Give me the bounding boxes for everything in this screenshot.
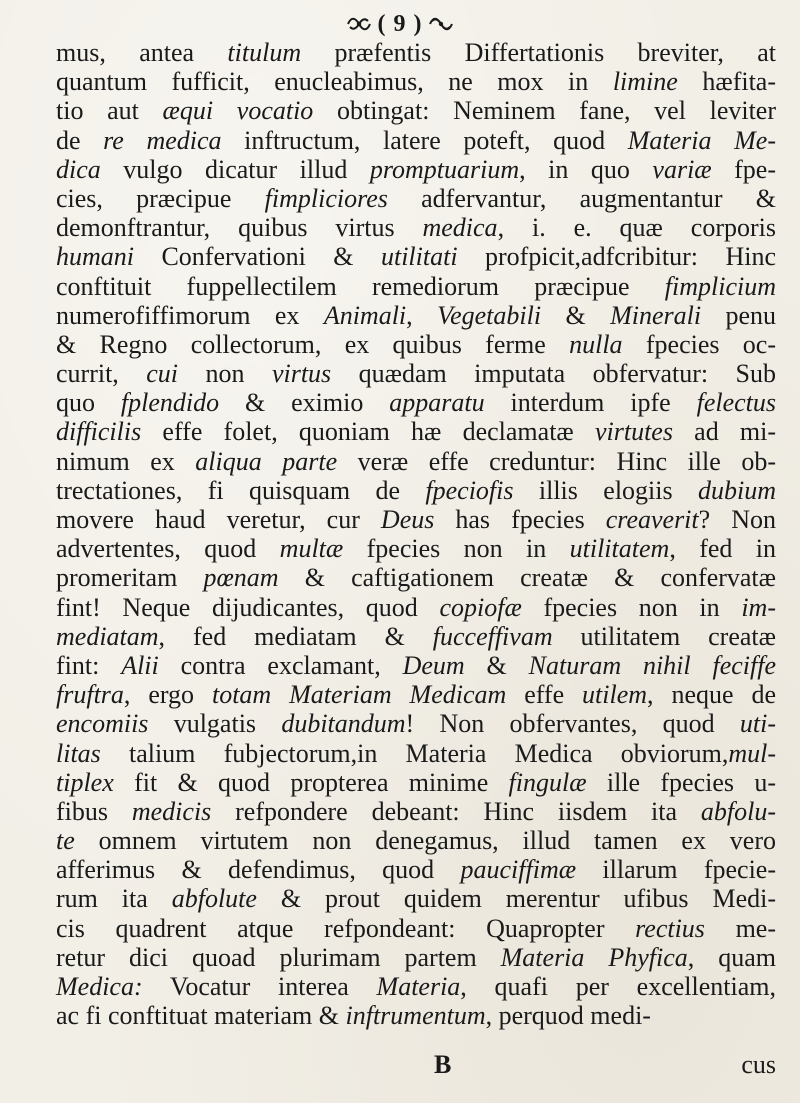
text-line (56, 739, 776, 768)
ornament-left-icon (346, 15, 372, 33)
italic-text: Materia Phyfica (500, 942, 688, 972)
italic-text: re medica (103, 125, 222, 155)
roman-text: , perquod medi- (485, 1001, 651, 1031)
italic-text: dubium (698, 475, 777, 505)
italic-text: difficilis (56, 417, 142, 447)
italic-text: aliqua parte (195, 446, 338, 476)
roman-text: , ergo (123, 680, 212, 710)
text-line (56, 709, 776, 738)
roman-text: effe (506, 680, 583, 710)
text-line (56, 155, 776, 184)
roman-text: , fed mediatam & (158, 621, 433, 651)
text-line (56, 797, 776, 826)
roman-text: interdum ipfe (484, 388, 697, 418)
text-line (56, 126, 776, 155)
roman-text: & (464, 650, 529, 680)
roman-text: movere haud veretur, cur (56, 505, 381, 534)
signature-mark: B (434, 1050, 452, 1079)
italic-text: mediatam (56, 621, 159, 651)
roman-text: contra exclamant, (158, 650, 403, 680)
italic-text: titulum (227, 38, 302, 67)
italic-text: medica (422, 213, 498, 243)
roman-text: ille fpecies u- (586, 767, 776, 797)
roman-text: me- (704, 913, 776, 943)
text-line (56, 388, 776, 417)
roman-text: retur dici quoad plurimam partem (56, 942, 501, 972)
italic-text: im- (741, 592, 776, 622)
roman-text: & (541, 300, 611, 330)
roman-text: non (178, 359, 272, 389)
roman-text: & Regno collectorum, ex quibus ferme (56, 329, 570, 359)
roman-text: fit & quod propterea minime (113, 767, 509, 797)
roman-text: vulgatis (148, 709, 282, 739)
roman-text: de (56, 125, 104, 155)
italic-text: virtus (271, 359, 332, 389)
roman-text: profpicit,adfcribitur: Hinc (457, 242, 776, 272)
page-number: ( 9 ) (377, 10, 423, 37)
italic-text: Alii (121, 650, 159, 680)
italic-text: Medica: (56, 972, 143, 1001)
italic-text: Animali (323, 300, 407, 330)
roman-text: , in quo (519, 154, 653, 184)
roman-text: , i. e. quæ corporis (497, 213, 776, 243)
text-line (56, 417, 776, 446)
italic-text: uti- (739, 709, 776, 739)
roman-text: fpecies oc- (622, 329, 776, 359)
italic-text: fpeciofis (425, 475, 514, 505)
roman-text: has fpecies (434, 505, 606, 534)
text-line (56, 272, 776, 301)
roman-text: currit, (56, 359, 147, 389)
text-line (56, 593, 776, 622)
text-line (56, 651, 776, 680)
roman-text: & eximio (219, 388, 390, 418)
italic-text: litas (56, 738, 101, 768)
italic-text: encomiis (56, 709, 149, 739)
italic-text: Materia Me- (627, 125, 776, 155)
italic-text: fimpliciores (264, 183, 388, 213)
ornament-right-icon (428, 15, 454, 33)
italic-text: creaverit (605, 505, 699, 534)
italic-text: fucceffivam (432, 621, 553, 651)
roman-text: fpecies non in (343, 534, 570, 564)
roman-text: & prout quidem merentur ufibus Medi- (256, 884, 776, 914)
text-line (56, 38, 776, 67)
roman-text: inftructum, latere poteft, quod (221, 125, 628, 155)
roman-text: illarum fpecie- (576, 855, 776, 885)
italic-text: pauciffimæ (460, 855, 577, 885)
italic-text: fruftra (56, 680, 124, 710)
italic-text: multæ (279, 534, 344, 564)
roman-text: penu (701, 300, 776, 330)
roman-text: Vocatur interea (142, 972, 377, 1001)
italic-text: abfolu- (700, 796, 776, 826)
italic-text: te (56, 826, 75, 856)
italic-text: virtutes (594, 417, 673, 447)
italic-text: apparatu (389, 388, 485, 418)
roman-text: trectationes, fi quisquam de (56, 475, 426, 505)
roman-text: , quam (687, 942, 776, 972)
text-line (56, 563, 776, 592)
text-line (56, 680, 776, 709)
italic-text: rectius (635, 913, 705, 943)
italic-text: fplendido (120, 388, 220, 418)
text-line (56, 826, 776, 855)
italic-text: Deus (380, 505, 435, 534)
italic-text: cui (146, 359, 179, 389)
italic-text: felectus (696, 388, 777, 418)
roman-text: ad mi- (672, 417, 776, 447)
roman-text: vulgo dicatur illud (100, 154, 370, 184)
roman-text: , fed in (669, 534, 777, 564)
italic-text: mul- (728, 738, 776, 768)
roman-text: cies, præcipue (56, 183, 265, 213)
italic-text: Materia (376, 972, 461, 1001)
text-line (56, 301, 776, 330)
italic-text: Deum (402, 650, 465, 680)
italic-text: humani (56, 242, 134, 272)
italic-text: copiofæ (439, 592, 522, 622)
text-line (56, 972, 776, 1001)
roman-text: effe folet, quoniam hæ declamatæ (141, 417, 595, 447)
italic-text: pœnam (203, 563, 279, 593)
text-line (56, 943, 776, 972)
roman-text: tio aut (56, 96, 163, 126)
italic-text: Minerali (610, 300, 702, 330)
roman-text: præfentis Differtationis breviter, at (301, 38, 776, 67)
roman-text: quantum fufficit, enucleabimus, ne mox in (56, 67, 613, 97)
roman-text: talium fubjectorum,in Materia Medica obviorum, (100, 738, 729, 768)
roman-text: ac fi conftituat materiam & (56, 1001, 346, 1031)
roman-text: promeritam (56, 563, 204, 593)
roman-text: ! Non obfervantes, quod (405, 709, 740, 739)
catchword: cus (741, 1050, 776, 1079)
roman-text: quo (56, 388, 121, 418)
italic-text: abfolute (171, 884, 257, 914)
roman-text: adfervantur, augmentantur & (387, 183, 776, 213)
roman-text: refpondere debeant: Hinc iisdem ita (211, 796, 701, 826)
roman-text: obtingat: Neminem fane, vel leviter (313, 96, 777, 126)
italic-text: dica (56, 154, 101, 184)
italic-text: totam Materiam Medicam (211, 680, 507, 710)
roman-text: cis quadrent atque refpondeant: Quapropter (56, 913, 636, 943)
roman-text: Confervationi & (134, 242, 381, 272)
italic-text: variæ (652, 154, 712, 184)
roman-text: fpe- (711, 154, 777, 184)
roman-text: hæfita- (677, 67, 777, 97)
page-footer (56, 1050, 776, 1080)
italic-text: dubitandum (281, 709, 406, 739)
roman-text: fint! Neque dijudicantes, quod (56, 592, 440, 622)
roman-text: veræ effe creduntur: Hinc ille ob- (337, 446, 776, 476)
roman-text: rum ita (56, 884, 172, 914)
roman-text: quædam imputata obfervatur: Sub (331, 359, 777, 389)
text-line (56, 330, 776, 359)
roman-text: , quafi per excellentiam, (460, 972, 776, 1001)
italic-text: nulla (569, 329, 623, 359)
text-line (56, 622, 776, 651)
italic-text: inftrumentum (345, 1001, 486, 1031)
roman-text: numerofiffimorum ex (56, 300, 324, 330)
italic-text: æqui vocatio (162, 96, 314, 126)
body-text (56, 38, 776, 1030)
italic-text: utilitati (380, 242, 458, 272)
roman-text: & caftigationem creatæ & confervatæ (278, 563, 776, 593)
roman-text: advertentes, quod (56, 534, 280, 564)
roman-text: demonftrantur, quibus virtus (56, 213, 423, 243)
roman-text: ? Non (698, 505, 776, 534)
text-line (56, 359, 776, 388)
text-line (56, 96, 776, 125)
text-line (56, 1001, 776, 1030)
italic-text: utilitatem (569, 534, 670, 564)
text-line (56, 476, 776, 505)
text-line (56, 447, 776, 476)
italic-text: Vegetabili (437, 300, 542, 330)
roman-text: conftituit fuppellectilem remediorum præcipue (56, 271, 665, 301)
roman-text: , (406, 300, 438, 330)
text-line (56, 184, 776, 213)
text-line (56, 242, 776, 271)
italic-text: promptuarium (369, 154, 520, 184)
italic-text: medicis (131, 796, 212, 826)
roman-text: illis elogiis (513, 475, 699, 505)
text-line (56, 505, 776, 534)
roman-text: afferimus & defendimus, quod (56, 855, 461, 885)
italic-text: limine (612, 67, 678, 97)
italic-text: utilem (582, 680, 648, 710)
page-header (0, 8, 800, 40)
italic-text: tiplex (56, 767, 114, 797)
text-line (56, 67, 776, 96)
text-line (56, 884, 776, 913)
italic-text: fingulæ (508, 767, 587, 797)
roman-text: fint: (56, 650, 122, 680)
text-line (56, 768, 776, 797)
roman-text: fibus (56, 796, 132, 826)
italic-text: fimplicium (664, 271, 776, 301)
roman-text: , neque de (647, 680, 776, 710)
roman-text: nimum ex (56, 446, 196, 476)
text-line (56, 914, 776, 943)
text-line (56, 213, 776, 242)
roman-text: utilitatem creatæ (552, 621, 776, 651)
text-line (56, 855, 776, 884)
roman-text: mus, antea (56, 38, 228, 67)
roman-text: fpecies non in (521, 592, 742, 622)
italic-text: Naturam nihil feciffe (528, 650, 776, 680)
text-line (56, 534, 776, 563)
roman-text: omnem virtutem non denegamus, illud tamen ex vero (74, 826, 776, 856)
